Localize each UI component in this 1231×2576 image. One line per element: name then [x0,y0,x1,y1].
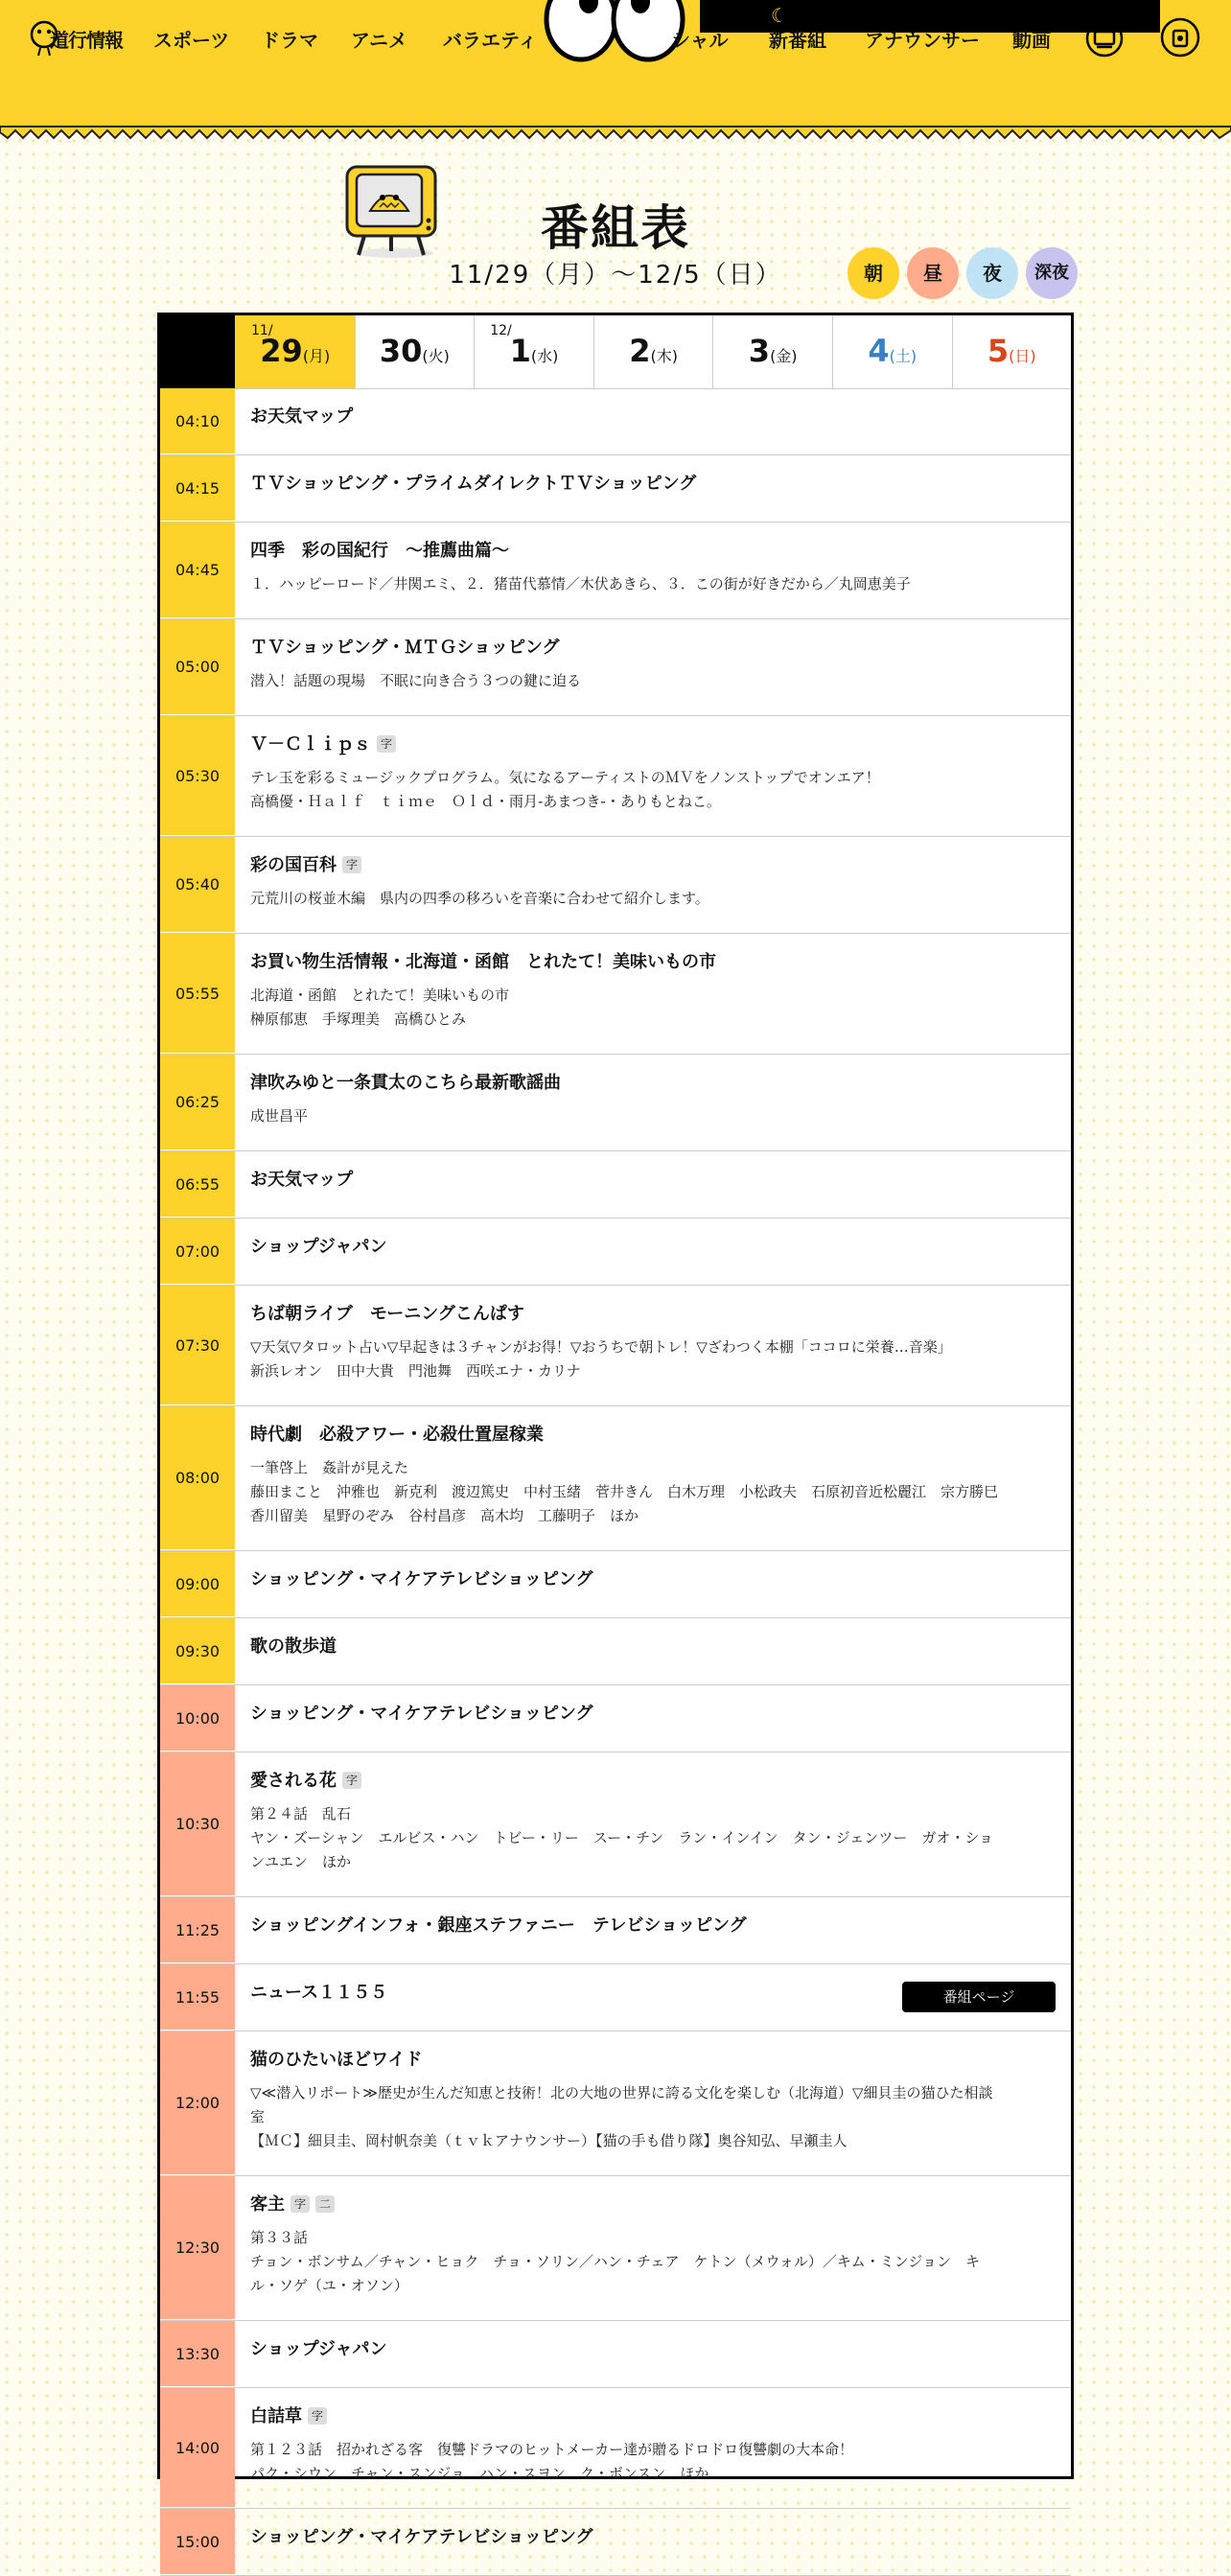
program-row[interactable] [160,716,1071,837]
program-body [235,2176,1071,2320]
program-row[interactable] [160,1685,1071,1752]
program-title-text[interactable]: お天気マップ [250,1170,354,1190]
day-number [475,333,593,369]
day-tab-5[interactable] [832,315,952,388]
moon-icon: ☾ [771,4,788,27]
program-description [250,1335,1054,1383]
program-title-text[interactable]: 四季 彩の国紀行 ～推薦曲篇～ [250,541,509,561]
program-body [235,2509,1071,2575]
tv-icon[interactable] [1083,17,1126,59]
day-weekday: (土) [889,347,917,365]
program-title-text[interactable]: 津吹みゆと一条貫太のこちら最新歌謡曲 [250,1073,561,1093]
program-list [160,388,1071,2576]
program-description [250,669,1054,693]
program-title-text[interactable]: 歌の散歩道 [250,1636,337,1657]
program-title-text[interactable]: お買い物生活情報・北海道・函館 とれたて！美味いもの市 [250,952,716,972]
program-time: 09:00 [160,1551,235,1617]
day-number-value: 2 [629,333,651,369]
program-row[interactable] [160,1964,1071,2031]
program-title[interactable] [250,404,1054,430]
program-title[interactable] [250,2524,1054,2551]
program-time: 11:25 [160,1897,235,1963]
tod-button-evening[interactable]: 夜 [966,247,1018,299]
program-time: 04:10 [160,388,235,454]
program-body [235,1055,1071,1150]
schedule-table [157,313,1074,2551]
program-description-line: ル・ソゲ（ユ・オソン） [250,2277,408,2294]
program-title-text[interactable]: ショッピング・マイケアテレビショッピング [250,1704,593,1724]
nav-new-programs[interactable]: 新番組 [769,29,826,52]
program-title[interactable] [250,1913,1054,1939]
program-row[interactable] [160,837,1071,934]
program-body [235,1551,1071,1617]
day-number [833,333,952,369]
program-title-text[interactable]: 客主 [250,2194,285,2215]
program-row[interactable] [160,1151,1071,1218]
program-title[interactable] [250,1167,1054,1194]
program-row[interactable] [160,1055,1071,1151]
program-title-text[interactable]: ショッピング・マイケアテレビショッピング [250,2527,593,2547]
program-description-line: 北海道・函館 とれたて！美味いもの市 [250,986,510,1004]
program-body [235,388,1071,454]
program-time: 07:00 [160,1218,235,1285]
program-description-line: テレ玉を彩るミュージックプログラム。気になるアーティストのＭＶをノンストップでオンエア！ [250,769,880,786]
program-description-line: ▽天気▽タロット占い▽早起きは３チャンがお得！▽おうちで朝トレ！▽ざわつく本棚「ココロに栄養…音楽」 [250,1338,952,1356]
program-body [235,619,1071,715]
program-time: 10:00 [160,1685,235,1752]
program-body [235,716,1071,836]
program-title-text[interactable]: ＴＶショッピング・プライムダイレクトＴＶショッピング [250,474,697,494]
nav-drama[interactable]: ドラマ [261,29,318,52]
program-row[interactable] [160,1286,1071,1406]
day-weekday: (水) [530,347,559,365]
program-description-line: 榊原郁恵 手塚理美 高橋ひとみ [250,1010,467,1028]
day-header-corner [160,315,235,388]
program-description-line: 室 [250,2108,266,2125]
program-time: 05:40 [160,837,235,933]
program-title-text[interactable]: ショップジャパン [250,1237,387,1257]
program-body [235,1752,1071,1896]
program-page-button[interactable]: 番組ページ [902,1982,1056,2012]
day-month: 12/ [490,323,512,338]
day-number-value: 4 [868,333,890,369]
program-time: 04:15 [160,455,235,522]
program-description-line: 第１２３話 招かれざる客 復讐ドラマのヒットメーカー達が贈るドロドロ復讐劇の大本命！ [250,2441,854,2458]
program-body [235,2031,1071,2175]
program-description [250,2438,1054,2486]
program-tag: 字 [290,2195,310,2213]
program-description-line: 第３３話 [250,2229,309,2246]
program-title-text[interactable]: ショッピングインフォ・銀座ステファニー テレビショッピング [250,1915,747,1936]
program-title[interactable] [250,538,1054,565]
page-title: 番組表 [541,200,690,256]
program-title-text[interactable]: 時代劇 必殺アワー・必殺仕置屋稼業 [250,1425,544,1445]
day-tab-3[interactable] [593,315,713,388]
program-time: 07:30 [160,1286,235,1405]
program-title[interactable] [250,1768,1054,1795]
program-tag: 字 [342,1772,361,1789]
program-row[interactable] [160,2031,1071,2176]
program-title-text[interactable]: ＴＶショッピング・ＭＴＧショッピング [250,638,560,658]
day-number-value: 1 [509,333,531,369]
nav-announcers[interactable]: アナウンサー [865,29,980,52]
program-description-line: ▽≪潜入リポート≫歴史が生んだ知恵と技術！北の大地の世界に誇る文化を楽しむ（北海道）▽細貝圭の猫ひた相談 [250,2084,993,2101]
program-description-line: 第２４話 乱石 [250,1805,352,1822]
program-title-text[interactable]: ショップジャパン [250,2339,387,2359]
program-body [235,522,1071,618]
program-tag: 二 [315,2195,335,2213]
program-row[interactable] [160,2176,1071,2321]
program-title-text[interactable]: ちば朝ライブ モーニングこんぱす [250,1304,524,1324]
program-description [250,2081,1054,2153]
program-title[interactable] [250,471,1054,498]
program-description-line: 高橋優・Ｈａｌｆ ｔｉｍｅ Ｏｌｄ・雨月-あまつき-・ありもとねこ。 [250,793,721,810]
program-title[interactable] [250,731,1054,758]
day-tab-1[interactable] [355,315,475,388]
program-body [235,1685,1071,1752]
program-tag: 字 [342,856,361,873]
tod-button-latenight[interactable]: 深夜 [1026,247,1078,299]
eyes-mascot-icon [543,0,686,61]
program-title[interactable] [250,1070,1054,1097]
program-row[interactable] [160,1618,1071,1685]
day-number-value: 3 [748,333,771,369]
program-row[interactable] [160,934,1071,1055]
program-title-text[interactable]: 彩の国百科 [250,855,337,875]
program-row[interactable] [160,1218,1071,1286]
program-row[interactable] [160,1551,1071,1618]
program-title[interactable] [250,1422,1054,1449]
program-title[interactable] [250,2336,1054,2363]
program-description [250,1104,1054,1128]
program-row[interactable] [160,619,1071,716]
program-title[interactable] [250,852,1054,879]
program-description [250,1802,1054,1874]
program-title-text[interactable]: 猫のひたいほどワイド [250,2050,423,2070]
program-description [250,2226,1054,2298]
program-description-line: 元荒川の桜並木編 県内の四季の移ろいを音楽に合わせて紹介します。 [250,890,709,907]
program-row[interactable] [160,1897,1071,1964]
tod-button-noon[interactable]: 昼 [907,247,959,299]
day-number-value: 5 [987,333,1010,369]
program-title[interactable] [250,2047,1054,2074]
program-title-text[interactable]: ショッピング・マイケアテレビショッピング [250,1569,593,1590]
program-description-line: 成世昌平 [250,1107,309,1125]
program-time: 05:30 [160,716,235,836]
day-month: 11/ [251,323,273,338]
program-row[interactable] [160,1406,1071,1551]
program-time: 12:30 [160,2176,235,2320]
program-title[interactable] [250,1701,1054,1728]
nav-special[interactable]: シャル [671,29,729,52]
program-body [235,1897,1071,1963]
program-time: 12:00 [160,2031,235,2175]
day-number-value: 30 [379,333,423,369]
day-weekday: (木) [650,347,678,365]
day-tab-6[interactable] [952,315,1071,388]
day-number [594,333,713,369]
program-description-line: 潜入！話題の現場 不眠に向き合う３つの鍵に迫る [250,672,582,689]
program-body [235,934,1071,1054]
program-time: 09:30 [160,1618,235,1684]
program-tag: 字 [308,2407,327,2425]
program-description-line: ンユエン ほか [250,1853,352,1870]
program-time: 13:30 [160,2321,235,2387]
program-title-text[interactable]: 愛される花 [250,1771,337,1791]
program-time: 05:00 [160,619,235,715]
nav-sports[interactable]: スポーツ [153,29,230,52]
day-number [356,333,475,369]
program-time: 06:25 [160,1055,235,1150]
program-row[interactable] [160,455,1071,522]
program-time: 05:55 [160,934,235,1054]
day-header [160,315,1071,389]
day-number [236,333,355,369]
program-description-line: パク・シウン チャン・スンジョ ハン・スヨン ク・ボンスン ほか [250,2465,709,2482]
program-time: 14:00 [160,2388,235,2508]
program-description-line: チョン・ボンサム／チャン・ヒョク チョ・ソリン／ハン・チェア ケトン（メウォル）／キム・ミンジョン キ [250,2253,981,2270]
program-time: 15:00 [160,2509,235,2575]
program-title[interactable] [250,1234,1054,1261]
program-description [250,984,1054,1032]
program-time: 11:55 [160,1964,235,2031]
program-row[interactable] [160,2388,1071,2509]
program-body [235,1218,1071,1285]
logo-text[interactable]: 道行情報 [50,29,123,52]
program-description-line: 一筆啓上 姦計が見えた [250,1459,409,1476]
program-description-line: 藤田まこと 沖雅也 新克利 渡辺篤史 中村玉緒 菅井きん 白木万理 小松政夫 石原初音近松麗江 宗方勝巳 [250,1483,999,1500]
program-time: 10:30 [160,1752,235,1896]
program-row[interactable] [160,522,1071,619]
nav-variety[interactable]: バラエティ [443,29,538,52]
program-time: 06:55 [160,1151,235,1218]
program-title[interactable] [250,1301,1054,1328]
program-description-line: 新浜レオン 田中大貴 門池舞 西咲エナ・カリナ [250,1362,581,1380]
day-number-value: 29 [260,333,303,369]
program-row[interactable] [160,2509,1071,2576]
program-tag: 字 [377,735,396,753]
date-range: 11/29（月）〜12/5（日） [449,261,782,290]
program-description-line: 香川留美 星野のぞみ 谷村昌彦 高木均 工藤明子 ほか [250,1507,639,1524]
program-body [235,455,1071,522]
program-body [235,2321,1071,2387]
program-description-line: １．ハッピーロード／井関エミ、２．猪苗代慕情／木伏あきら、３．この街が好きだから／丸岡恵美子 [250,575,911,592]
program-body [235,1151,1071,1218]
day-tab-0[interactable] [235,315,355,388]
header-zigzag-edge [0,127,1231,140]
day-number [953,333,1071,369]
program-row[interactable] [160,1752,1071,1897]
day-tab-4[interactable] [712,315,832,388]
program-description-line: 【ＭＣ】細貝圭、岡村帆奈美（ｔｖｋアナウンサー）【猫の手も借り隊】奥谷知弘、早瀬圭人 [250,2132,848,2149]
program-description-line: ヤン・ズーシャン エルビス・ハン トビー・リー スー・チン ラン・インイン タン・ジェンツー ガオ・ショ [250,1829,994,1846]
program-description [250,887,1054,911]
day-weekday: (日) [1009,347,1036,365]
day-weekday: (月) [302,347,331,365]
program-time: 08:00 [160,1406,235,1550]
program-title[interactable] [250,635,1054,661]
program-body [235,1406,1071,1550]
program-description [250,1456,1054,1528]
site-header [0,0,1231,132]
program-title-text[interactable]: 白詰草 [250,2406,302,2426]
mascot-badge-icon[interactable] [1156,12,1204,59]
program-title[interactable] [250,2403,1054,2430]
program-title-text[interactable]: Ｖ－Ｃｌｉｐｓ [250,734,371,754]
program-body [235,2388,1071,2508]
nav-videos[interactable]: 動画 [1012,29,1051,52]
program-description [250,572,1054,596]
program-body [235,1964,1071,2031]
day-number [713,333,832,369]
program-title[interactable] [250,2192,1054,2218]
program-title[interactable] [250,1634,1054,1660]
program-row[interactable] [160,2321,1071,2388]
program-body [235,1618,1071,1684]
program-body [235,837,1071,933]
day-tab-2[interactable] [474,315,593,388]
program-title-text[interactable]: ニュース１１５５ [250,1983,388,2003]
program-row[interactable] [160,388,1071,455]
day-weekday: (金) [770,347,798,365]
tod-button-morning[interactable]: 朝 [848,247,899,299]
nav-anime[interactable]: アニメ [351,29,407,52]
program-title-text[interactable]: お天気マップ [250,406,354,427]
program-description [250,766,1054,814]
program-title[interactable] [250,1566,1054,1593]
program-body [235,1286,1071,1405]
program-time: 04:45 [160,522,235,618]
day-weekday: (火) [422,347,450,365]
program-title[interactable] [250,949,1054,976]
